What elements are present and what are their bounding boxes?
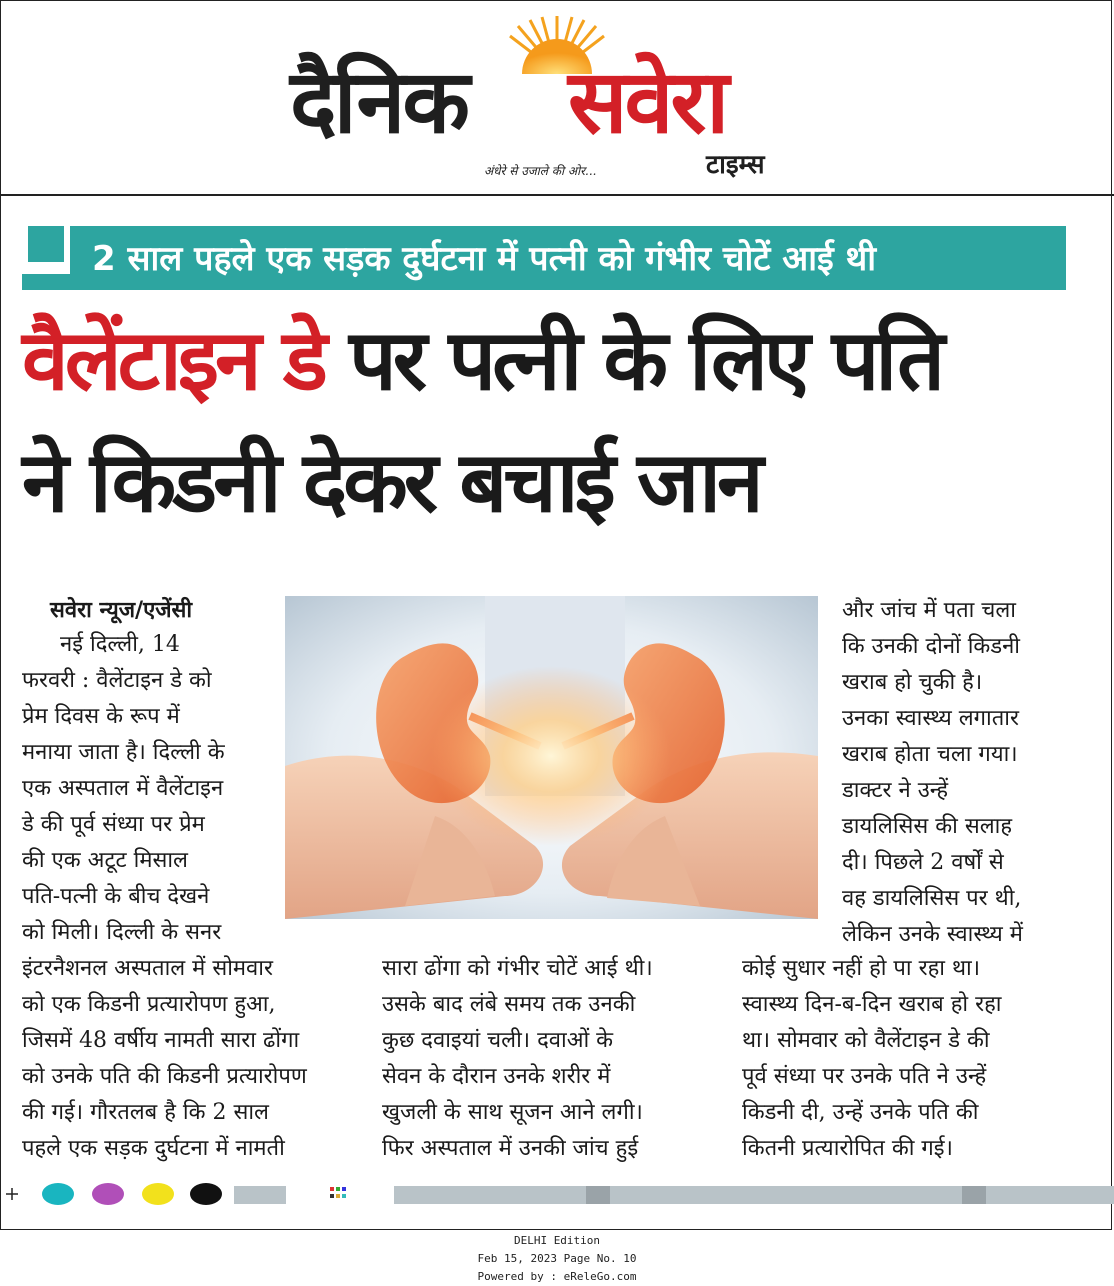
page-footer [0, 1232, 1114, 1286]
text-line: जिसमें 48 वर्षीय नामती सारा ढोंगा [22, 1028, 300, 1053]
text-line: को उनके पति की किडनी प्रत्यारोपण [22, 1064, 307, 1089]
headline-red: वैलेंटाइन डे [22, 311, 324, 409]
footer-date-page: Feb 15, 2023 Page No. 10 [477, 1252, 637, 1265]
masthead [0, 0, 1114, 196]
text-line: नई दिल्ली, 14 [60, 632, 180, 657]
text-line: की गई। गौरतलब है कि 2 साल [22, 1100, 269, 1125]
text-line: को मिली। दिल्ली के सनर [22, 920, 222, 945]
printer-color-strip [0, 1180, 1114, 1210]
text-line: उनका स्वास्थ्य लगातार [842, 706, 1019, 731]
text-line: लेकिन उनके स्वास्थ्य में [842, 922, 1023, 947]
text-line: वह डायलिसिस पर थी, [842, 886, 1022, 911]
logo-savera: सवेरा [568, 50, 727, 153]
registration-mark-icon [330, 1187, 346, 1198]
byline: सवेरा न्यूज/एजेंसी [50, 597, 193, 623]
cyan-dot-icon [42, 1183, 74, 1205]
headline-black: पर पत्नी के लिए पति [349, 311, 941, 409]
text-line: कुछ दवाइयां चली। दवाओं के [382, 1028, 614, 1053]
footer-edition: DELHI Edition [513, 1234, 601, 1247]
headline-line-2: ने किडनी देकर बचाई जान [22, 433, 760, 531]
text-line: खराब हो चुकी है। [842, 670, 983, 695]
text-line: डे की पूर्व संध्या पर प्रेम [22, 812, 205, 837]
kidney-hands-photo [285, 596, 818, 919]
text-line: डाक्टर ने उन्हें [842, 778, 949, 803]
black-dot-icon [190, 1183, 222, 1205]
text-line: इंटरनैशनल अस्पताल में सोमवार [22, 956, 273, 981]
text-line: फरवरी : वैलेंटाइन डे को [22, 668, 212, 693]
text-line: को एक किडनी प्रत्यारोपण हुआ, [22, 992, 276, 1017]
logo-tagline: अंधेरे से उजाले की ओर... [484, 164, 597, 178]
text-line: और जांच में पता चला [842, 598, 1016, 623]
magenta-dot-icon [92, 1183, 124, 1205]
text-line: की एक अटूट मिसाल [22, 848, 188, 873]
text-line: एक अस्पताल में वैलेंटाइन [22, 776, 224, 801]
headline-line-1 [22, 311, 941, 409]
text-line: कि उनकी दोनों किडनी [842, 634, 1020, 659]
text-line: सारा ढोंगा को गंभीर चोटें आई थी। [382, 956, 653, 981]
text-line: दी। पिछले 2 वर्षों से [842, 850, 1004, 875]
text-line: पति-पत्नी के बीच देखने [22, 884, 210, 909]
text-line: डायलिसिस की सलाह [842, 814, 1013, 839]
logo-times: टाइम्स [706, 150, 765, 180]
kicker-text: 2 साल पहले एक सड़क दुर्घटना में पत्नी को गंभीर चोटें आई थी [92, 239, 877, 279]
text-line: पूर्व संध्या पर उनके पति ने उन्हें [742, 1064, 987, 1089]
logo-dainik: दैनिक [290, 50, 467, 153]
text-line: सेवन के दौरान उनके शरीर में [382, 1064, 611, 1089]
text-line: कितनी प्रत्यारोपित की गई। [742, 1136, 953, 1161]
text-line: किडनी दी, उन्हें उनके पति की [742, 1100, 979, 1125]
footer-powered-by: Powered by : eReleGo.com [477, 1270, 637, 1283]
text-line: कोई सुधार नहीं हो पा रहा था। [742, 956, 981, 981]
corner-mark-icon [22, 226, 70, 274]
text-line: खुजली के साथ सूजन आने लगी। [382, 1100, 643, 1125]
text-line: था। सोमवार को वैलेंटाइन डे की [742, 1028, 990, 1053]
kicker-bar [22, 226, 1066, 290]
text-line: स्वास्थ्य दिन-ब-दिन खराब हो रहा [742, 992, 1002, 1017]
yellow-dot-icon [142, 1183, 174, 1205]
text-line: पहले एक सड़क दुर्घटना में नामती [22, 1136, 285, 1161]
text-line: मनाया जाता है। दिल्ली के [22, 740, 225, 765]
text-line: उसके बाद लंबे समय तक उनकी [382, 992, 636, 1017]
text-line: खराब होता चला गया। [842, 742, 1018, 767]
text-line: प्रेम दिवस के रूप में [22, 704, 180, 729]
text-line: फिर अस्पताल में उनकी जांच हुई [382, 1136, 639, 1161]
